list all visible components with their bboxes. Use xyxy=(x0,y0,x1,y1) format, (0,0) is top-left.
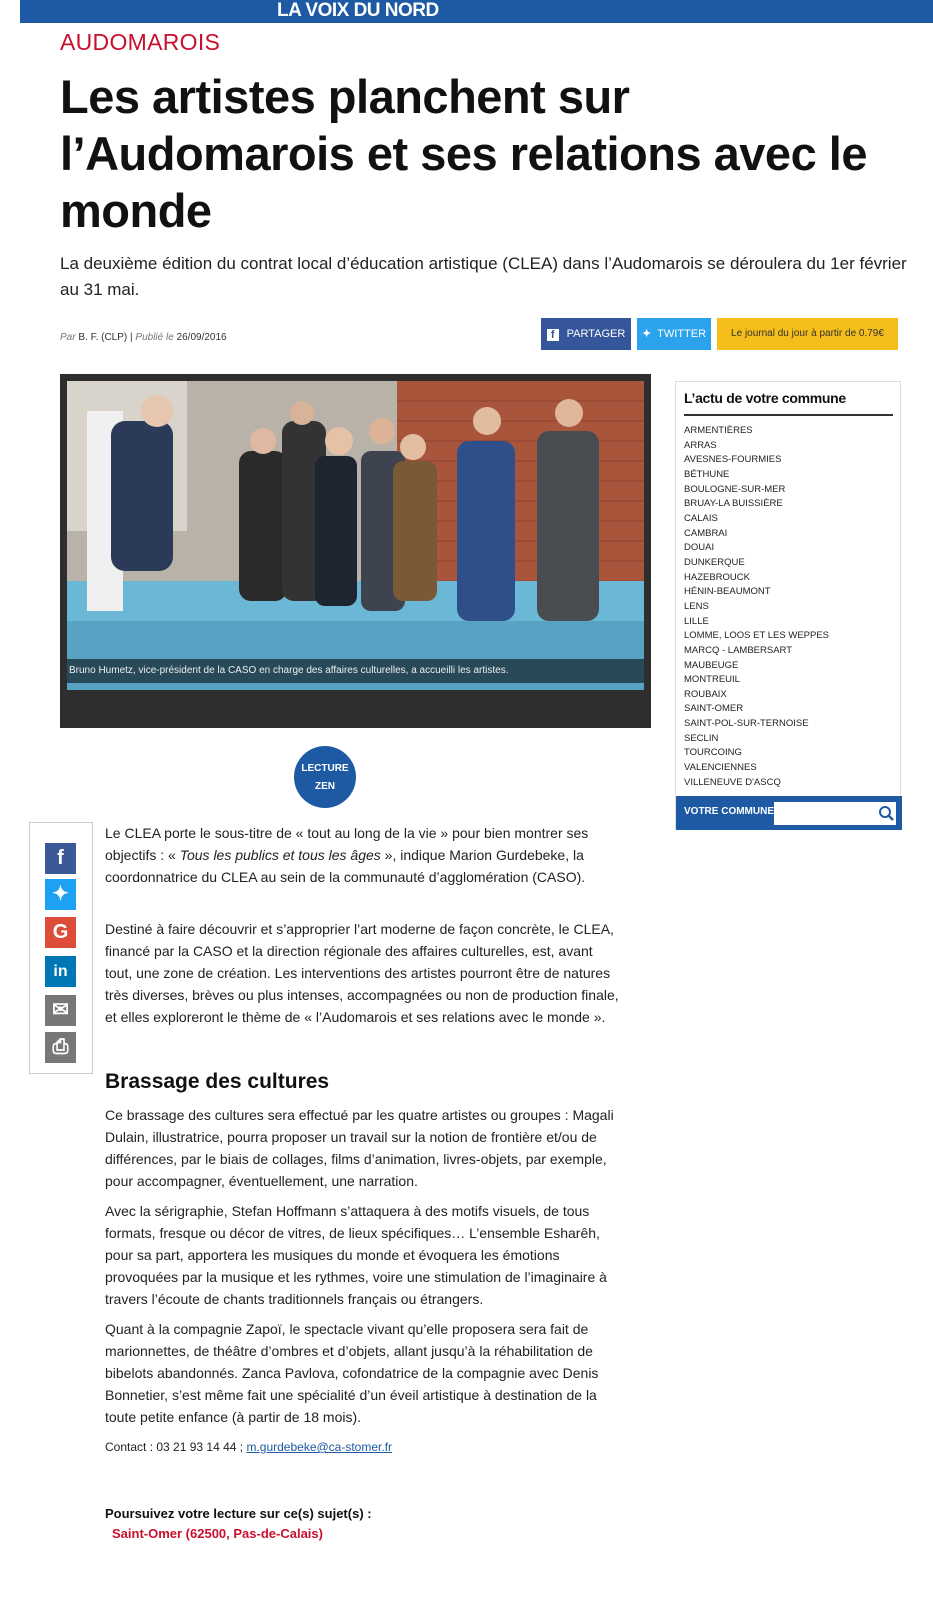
commune-link[interactable]: MAUBEUGE xyxy=(684,659,739,671)
commune-link[interactable]: CAMBRAI xyxy=(684,527,728,539)
twitter-share-button[interactable] xyxy=(637,318,711,350)
by-prefix: Par xyxy=(60,332,76,343)
commune-link[interactable]: SECLIN xyxy=(684,732,719,744)
sidebar-title: L’actu de votre commune xyxy=(684,390,846,406)
commune-link[interactable]: MONTREUIL xyxy=(684,674,740,686)
commune-link[interactable]: SAINT-POL-SUR-TERNOISE xyxy=(684,718,809,730)
article-title: Les artistes planchent sur l’Audomarois et ses relations avec le monde xyxy=(60,70,867,237)
p1-part-a: Le CLEA porte le sous-titre de « tout au long de la vie » pour bien montrer ses objectifs : « xyxy=(105,825,589,863)
photo-illustration xyxy=(67,381,644,690)
commune-list xyxy=(684,424,829,790)
commune-link[interactable]: BOULOGNE-SUR-MER xyxy=(684,483,786,495)
byline: Par B. F. (CLP) | Publié le 26/09/2016 xyxy=(60,332,227,343)
photo-caption: Bruno Humetz, vice-président de la CASO en charge des affaires culturelles, a accueilli les artistes. xyxy=(67,659,644,683)
search-icon[interactable] xyxy=(876,802,896,825)
paragraph-4: Avec la sérigraphie, Stefan Hoffmann s’attaquera à des motifs visuels, de tous formats, fresque ou décor de vitres, de lieux spécifiques… L’ensemble Esharêh, pour sa part, apportera les musiques du monde et évoquera les émotions provoquées par la musique et les rythmes, voire une stimulation de l’imaginaire à travers l’écoute de chants traditionnels français ou étrangers. xyxy=(105,1203,607,1307)
paragraph-3: Ce brassage des cultures sera effectué par les quatre artistes ou groupes : Magali Dulain, illustratrice, pourra proposer un travail sur la notion de frontière et/ou de différences, par le biais de collages, films d’animation, livres-objets, par exemple, pour accompagner, éventuellement, une narration. xyxy=(105,1107,614,1189)
commune-link[interactable]: LENS xyxy=(684,600,709,612)
commune-link[interactable]: VILLENEUVE D'ASCQ xyxy=(684,776,781,788)
commune-link[interactable]: HAZEBROUCK xyxy=(684,571,750,583)
paragraph-5: Quant à la compagnie Zapoï, le spectacle vivant qu’elle proposera sera fait de marionnettes, de théâtre d’ombres et d’objets, allant jusqu’à la réhabilitation de bibelots abandonnés. Zanca Pavlova, cofondatrice de la compagnie avec Denis Bonnetier, s’est même fait une spécialité d’un éveil artistique à destination de la toute petite enfance (à partir de 18 mois). xyxy=(105,1321,599,1425)
contact-line xyxy=(105,1439,392,1455)
facebook-icon: f xyxy=(547,329,559,341)
contact-email-link[interactable]: m.gurdebeke@ca-stomer.fr xyxy=(246,1440,393,1454)
zen-line1: LECTURE xyxy=(301,763,349,774)
lecture-zen-button[interactable] xyxy=(294,746,356,808)
twitter-icon[interactable]: ✦ xyxy=(45,879,76,910)
p1-quote: Tous les publics et tous les âges xyxy=(179,847,381,863)
commune-link[interactable]: ARRAS xyxy=(684,439,717,451)
share-toolbar xyxy=(29,822,93,1074)
zen-line2: ZEN xyxy=(315,781,335,792)
commune-link[interactable]: ARMENTIÈRES xyxy=(684,425,753,436)
contact-label: Contact : 03 21 93 14 44 ; xyxy=(105,1440,244,1454)
p1-part-b: », indique Marion Gurdebeke, la coordonnatrice du CLEA au sein de la communauté d’agglomération (CASO). xyxy=(105,847,586,885)
twitter-icon: ✦ xyxy=(641,328,652,340)
article-photo xyxy=(60,374,651,728)
commune-link[interactable]: LOMME, LOOS ET LES WEPPES xyxy=(684,630,830,642)
article-rubric[interactable]: AUDOMAROIS xyxy=(60,29,221,55)
commune-link[interactable]: SAINT-OMER xyxy=(684,703,744,715)
commune-link[interactable]: DOUAI xyxy=(684,542,715,554)
commune-link[interactable]: VALENCIENNES xyxy=(684,762,757,774)
commune-sidebar xyxy=(675,381,901,829)
author: B. F. (CLP) xyxy=(78,332,128,343)
subheading: Brassage des cultures xyxy=(105,1070,330,1093)
site-logo[interactable]: LA VOIX DU NORD xyxy=(277,0,439,21)
commune-link[interactable]: TOURCOING xyxy=(684,747,742,759)
commune-link[interactable]: BRUAY-LA BUISSIÈRE xyxy=(684,498,783,510)
article-lead: La deuxième édition du contrat local d’éducation artistique (CLEA) dans l’Audomarois se déroulera du 1er février au 31 mai. xyxy=(60,254,907,299)
print-icon[interactable]: ⎙ xyxy=(45,1032,76,1063)
commune-link[interactable]: HÉNIN-BEAUMONT xyxy=(684,586,771,598)
commune-link[interactable]: ROUBAIX xyxy=(684,688,727,700)
commune-link[interactable]: CALAIS xyxy=(684,512,718,524)
twitter-button-label: TWITTER xyxy=(657,328,707,340)
journal-button[interactable]: Le journal du jour à partir de 0.79€ xyxy=(717,318,898,350)
facebook-icon[interactable]: f xyxy=(45,843,76,874)
sidebar-divider xyxy=(684,414,893,416)
published-prefix: Publié le xyxy=(135,332,174,343)
mail-icon[interactable]: ✉ xyxy=(45,995,76,1026)
commune-link[interactable]: MARCQ - LAMBERSART xyxy=(684,644,793,656)
topic-link[interactable]: Saint-Omer (62500, Pas-de-Calais) xyxy=(112,1526,323,1541)
publish-date: 26/09/2016 xyxy=(176,332,227,343)
commune-search-bar xyxy=(676,796,902,830)
top-banner xyxy=(20,0,933,23)
share-button-label: PARTAGER xyxy=(566,328,626,340)
commune-link[interactable]: LILLE xyxy=(684,615,709,627)
more-reading-label: Poursuivez votre lecture sur ce(s) sujet(s) : xyxy=(105,1506,372,1521)
commune-search-label: VOTRE COMMUNE xyxy=(684,806,774,817)
linkedin-icon[interactable]: in xyxy=(45,956,76,987)
commune-link[interactable]: AVESNES-FOURMIES xyxy=(684,454,782,466)
commune-link[interactable]: DUNKERQUE xyxy=(684,556,745,568)
commune-link[interactable]: BÉTHUNE xyxy=(684,468,730,480)
facebook-share-button[interactable] xyxy=(541,318,631,350)
google-icon[interactable]: G xyxy=(45,917,76,948)
paragraph-2: Destiné à faire découvrir et s’approprier l’art moderne de façon concrète, le CLEA, financé par la CASO et la direction régionale des affaires culturelles, est, avant tout, une zone de création. Les interventions des artistes pourront être de natures très diverses, brèves ou plus intenses, accompagnées ou non de production finale, et elles exploreront le thème de « l’Audomarois et ses relations avec le monde ». xyxy=(105,921,619,1025)
paragraph-1 xyxy=(105,822,620,888)
